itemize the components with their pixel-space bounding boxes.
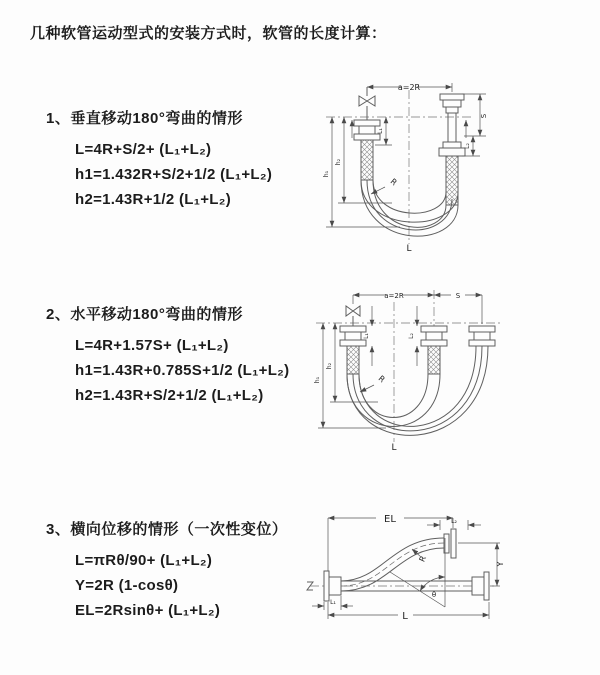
dim-label-radius: R [417, 554, 428, 564]
flange-top-right [444, 529, 456, 558]
dim-label-h1: h₁ [323, 170, 330, 178]
dim-length [328, 602, 489, 622]
diagram-horizontal-bend [306, 282, 600, 464]
dim-label-fitting-right: L₂ [464, 143, 471, 149]
dim-fitting-top [427, 518, 481, 530]
dim-label-h1: h₁ [314, 376, 321, 384]
hose-braid-right [446, 156, 458, 205]
dim-fitting-mid [408, 306, 417, 366]
section-2-heading: 2、水平移动180°弯曲的情形 [46, 306, 243, 323]
flange-fitting-right [439, 94, 465, 156]
dim-label-fitting-left: L₁ [363, 333, 370, 339]
dim-label-el: EL [384, 514, 396, 525]
formula-line: EL=2Rsinθ+ (L₁+L₂) [75, 602, 221, 619]
section-2 [46, 303, 289, 408]
flange-lower-right [472, 572, 489, 600]
formula-line: L=4R+1.57S+ (L₁+L₂) [75, 337, 229, 354]
diagram-vertical-bend [312, 72, 598, 262]
dim-radius [360, 374, 387, 392]
section-1-heading: 1、垂直移动180°弯曲的情形 [46, 110, 243, 127]
dim-label-offset-y: Y [496, 561, 505, 567]
dim-label-h2: h₂ [326, 362, 333, 370]
dim-label-theta: θ [431, 591, 437, 599]
flange-fitting-mid [421, 326, 447, 346]
dim-fitting-left [312, 596, 353, 610]
valve-icon [359, 96, 375, 106]
diagram-1-svg [312, 72, 598, 262]
diagram-lateral-displacement [300, 498, 600, 650]
dim-label-stroke: S [455, 292, 461, 300]
flange-left [324, 571, 341, 601]
hose-braid-mid [428, 346, 440, 374]
dim-label-fitting-top: L₂ [451, 518, 457, 525]
dim-label-h2: h₂ [335, 158, 342, 166]
hose-s-curve [341, 538, 444, 591]
dim-label-radius: R [388, 176, 399, 188]
hose-curves [347, 346, 488, 435]
dim-label-fitting-mid: L₂ [408, 333, 415, 339]
formula-line: h1=1.432R+S/2+1/2 (L₁+L₂) [75, 166, 273, 183]
page-title: 几种软管运动型式的安装方式时，软管的长度计算： [30, 25, 387, 42]
dim-fitting-left [363, 306, 372, 366]
dim-radius [412, 549, 428, 563]
dim-label-length: L [406, 244, 412, 254]
formula-line: L=4R+S/2+ (L₁+L₂) [75, 141, 212, 158]
formula-line: h2=1.43R+1/2 (L₁+L₂) [75, 191, 232, 208]
section-3-heading: 3、横向位移的情形（一次性变位） [46, 521, 288, 538]
dim-label-fitting-left: L₁ [377, 128, 384, 134]
dim-label-span: a=2R [397, 83, 421, 92]
section-3 [46, 518, 287, 623]
dim-label-radius: R [376, 373, 387, 385]
hose-braid-left [347, 346, 359, 374]
dim-span [353, 292, 482, 324]
diagram-3-svg [300, 498, 600, 650]
dim-label-span: a=2R [384, 292, 404, 300]
dim-span [367, 83, 452, 92]
flange-fitting-right [469, 326, 495, 346]
valve-icon [346, 306, 360, 316]
dim-label-length: L [402, 611, 408, 622]
hose-braid-left [361, 140, 373, 180]
formula-line: L=πRθ/90+ (L₁+L₂) [75, 552, 213, 569]
dim-label-stroke: S [480, 113, 488, 119]
formula-line: h2=1.43R+S/2+1/2 (L₁+L₂) [75, 387, 264, 404]
formula-line: h1=1.43R+0.785S+1/2 (L₁+L₂) [75, 362, 290, 379]
dim-label-fitting-left: L₁ [330, 599, 336, 606]
section-1 [46, 107, 272, 212]
dim-label-length: L [391, 443, 397, 453]
formula-line: Y=2R (1-cosθ) [75, 577, 179, 594]
diagram-2-svg [306, 282, 600, 464]
hose-curves [361, 180, 458, 236]
